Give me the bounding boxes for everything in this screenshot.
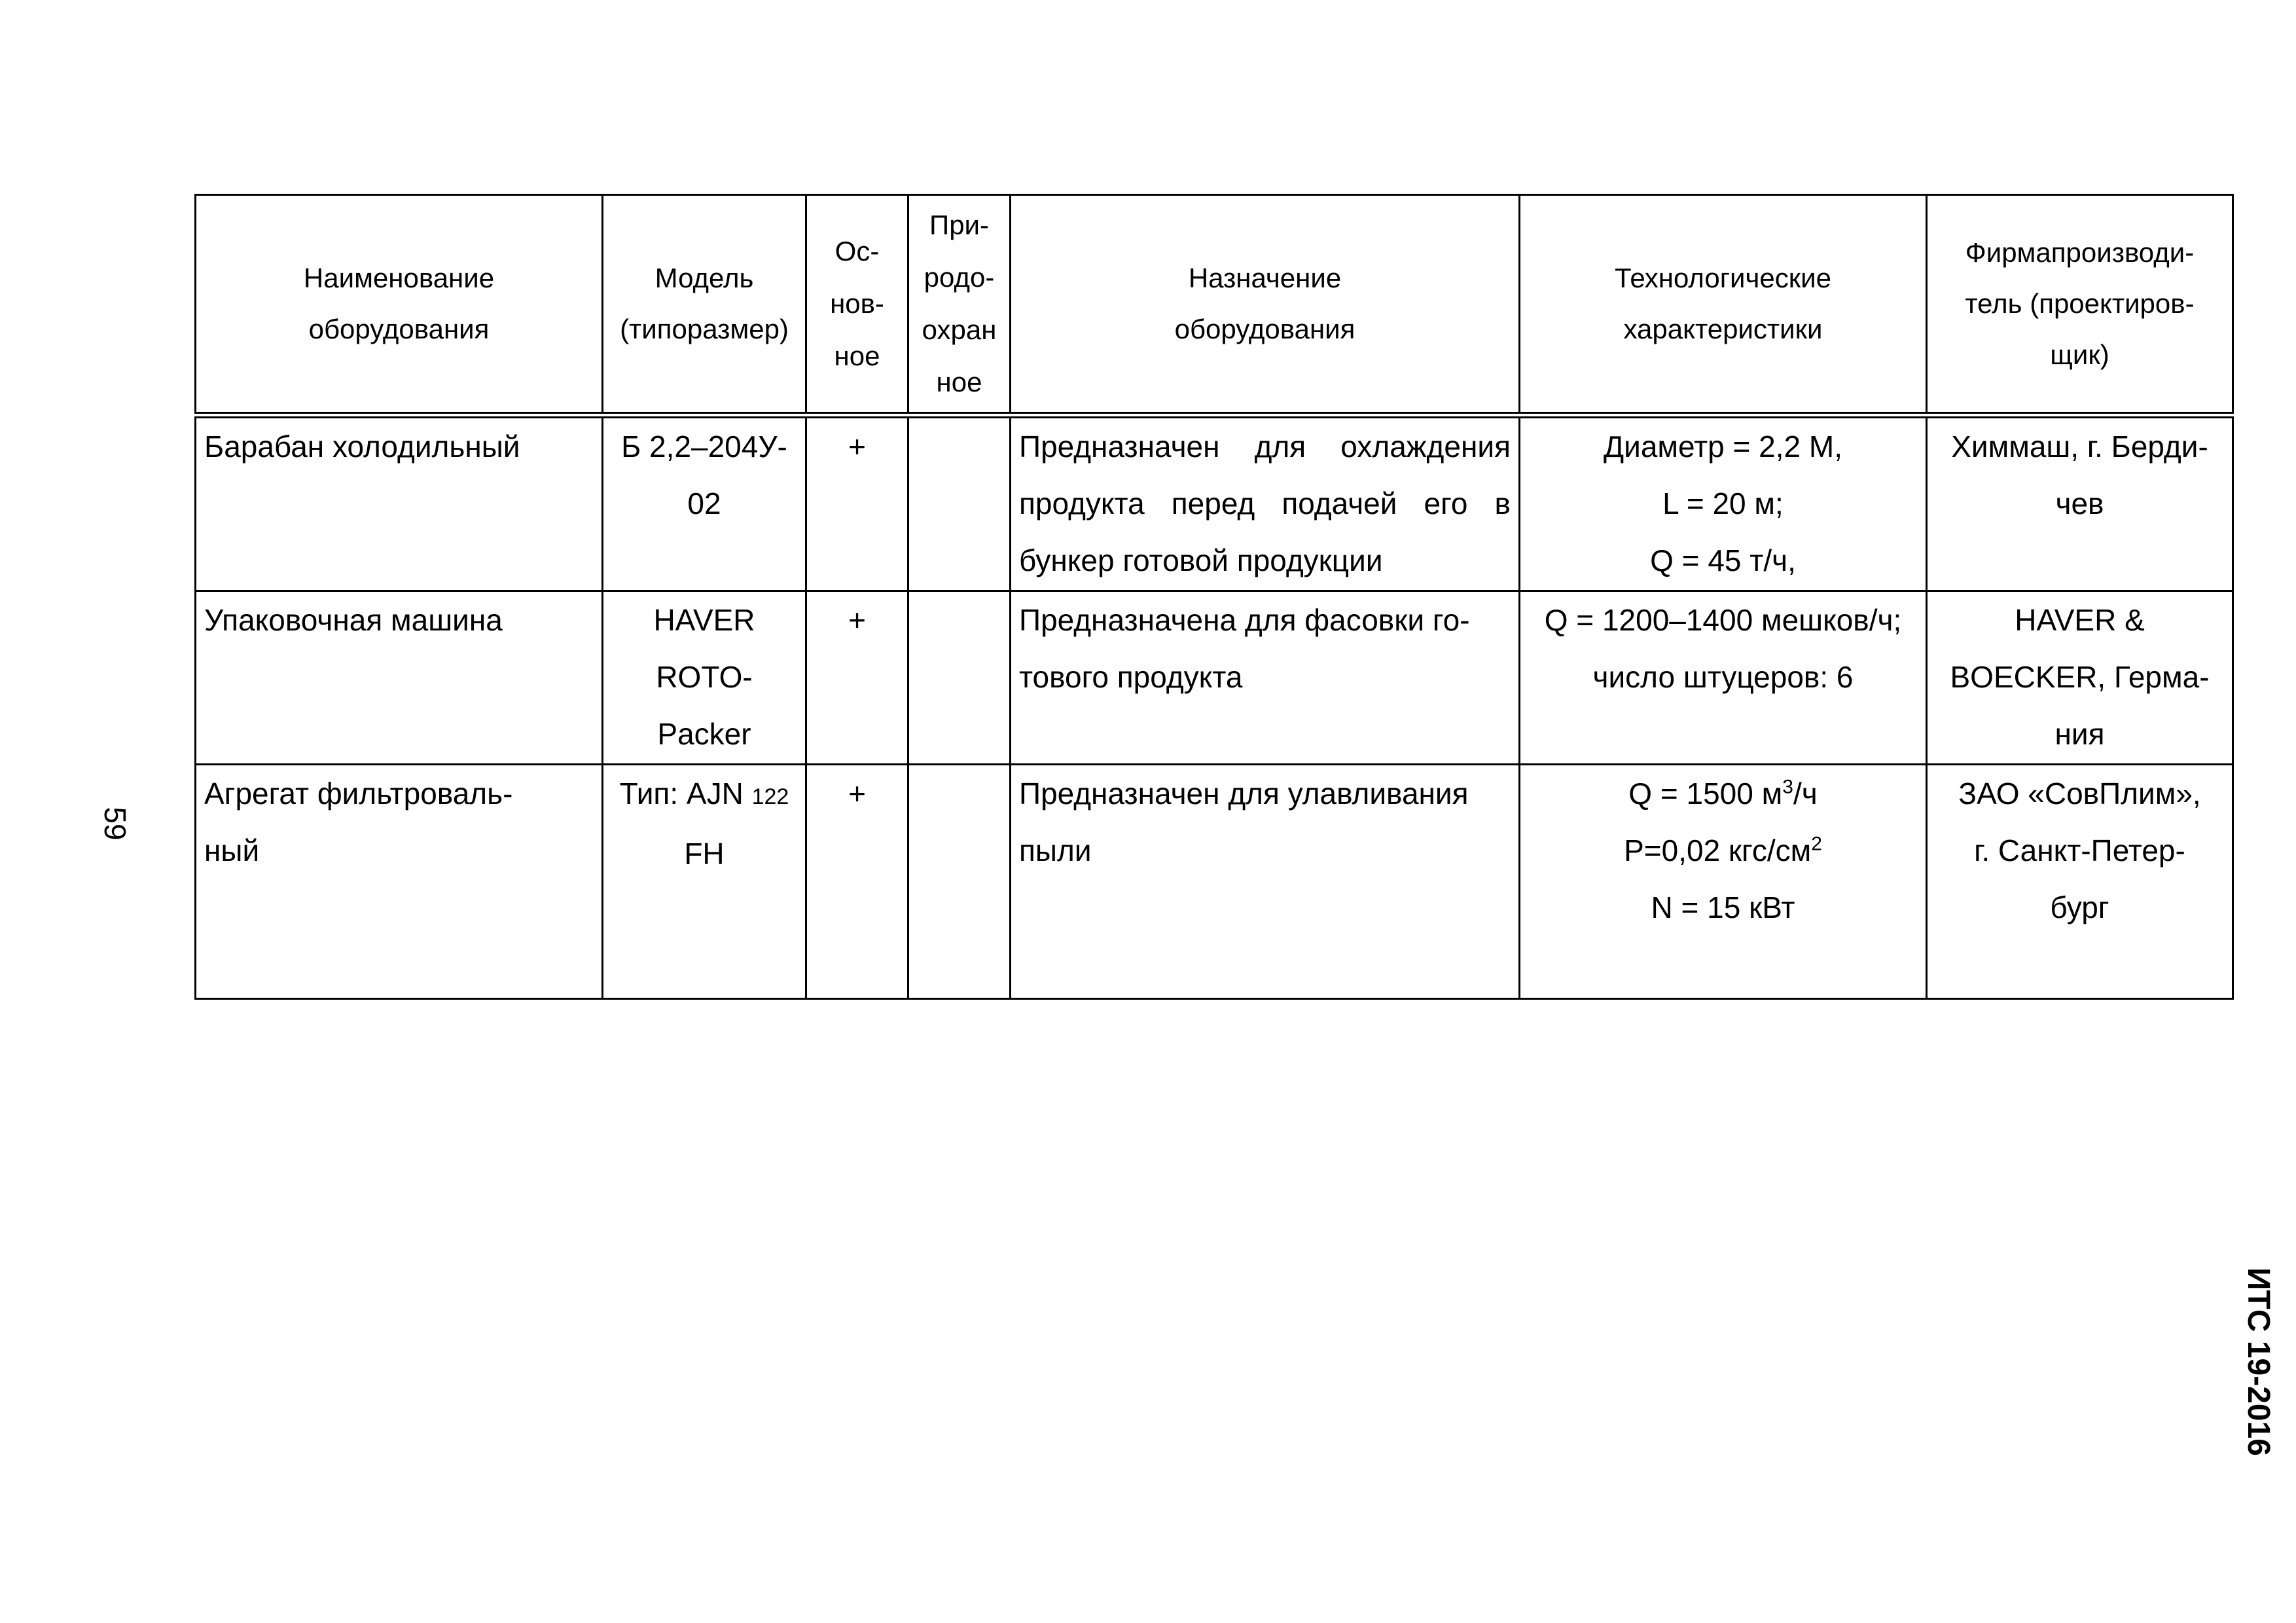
- header-purpose: Назначение оборудования: [1011, 195, 1520, 416]
- cell-model: HAVER ROTO- Packer: [603, 591, 806, 765]
- header-model: Модель (типоразмер): [603, 195, 806, 416]
- cell-environmental: [908, 415, 1011, 591]
- cell-purpose: Предназначен для улавливания пыли: [1011, 765, 1520, 999]
- cell-model: Б 2,2–204У- 02: [603, 415, 806, 591]
- cell-maker: Химмаш, г. Берди- чев: [1927, 415, 2233, 591]
- equipment-table: [194, 194, 2234, 1000]
- cell-main: +: [806, 765, 908, 999]
- table-row: [196, 591, 2233, 765]
- cell-purpose: Предназначен для охлаждения продукта перед подачей его в бункер готовой продукции: [1011, 415, 1520, 591]
- cell-maker: HAVER & BOECKER, Герма- ния: [1927, 591, 2233, 765]
- cell-environmental: [908, 591, 1011, 765]
- cell-model: Тип: AJN 122 FH: [603, 765, 806, 999]
- table-header-row: [196, 195, 2233, 416]
- cell-name: Агрегат фильтроваль- ный: [196, 765, 603, 999]
- header-tech: Технологические характеристики: [1520, 195, 1927, 416]
- header-name: Наименование оборудования: [196, 195, 603, 416]
- cell-tech: Диаметр = 2,2 М, L = 20 м; Q = 45 т/ч,: [1520, 415, 1927, 591]
- header-maker: Фирмапроизводи- тель (проектиров- щик): [1927, 195, 2233, 416]
- cell-maker: ЗАО «СовПлим», г. Санкт-Петер- бург: [1927, 765, 2233, 999]
- cell-main: +: [806, 415, 908, 591]
- cell-name: Барабан холодильный: [196, 415, 603, 591]
- cell-purpose: Предназначена для фасовки го- тового продукта: [1011, 591, 1520, 765]
- cell-tech: Q = 1500 $м^3/ч$ P=0,02 кгс/$см^2$ N = 15 кВт: [1520, 765, 1927, 999]
- cell-environmental: [908, 765, 1011, 999]
- cell-main: +: [806, 591, 908, 765]
- cell-name: Упаковочная машина: [196, 591, 603, 765]
- header-environmental: При- родо- охран ное: [908, 195, 1011, 416]
- table-row: [196, 415, 2233, 591]
- header-main: Ос- нов- ное: [806, 195, 908, 416]
- cell-tech: Q = 1200–1400 мешков/ч; число штуцеров: 6: [1520, 591, 1927, 765]
- table-row: [196, 765, 2233, 999]
